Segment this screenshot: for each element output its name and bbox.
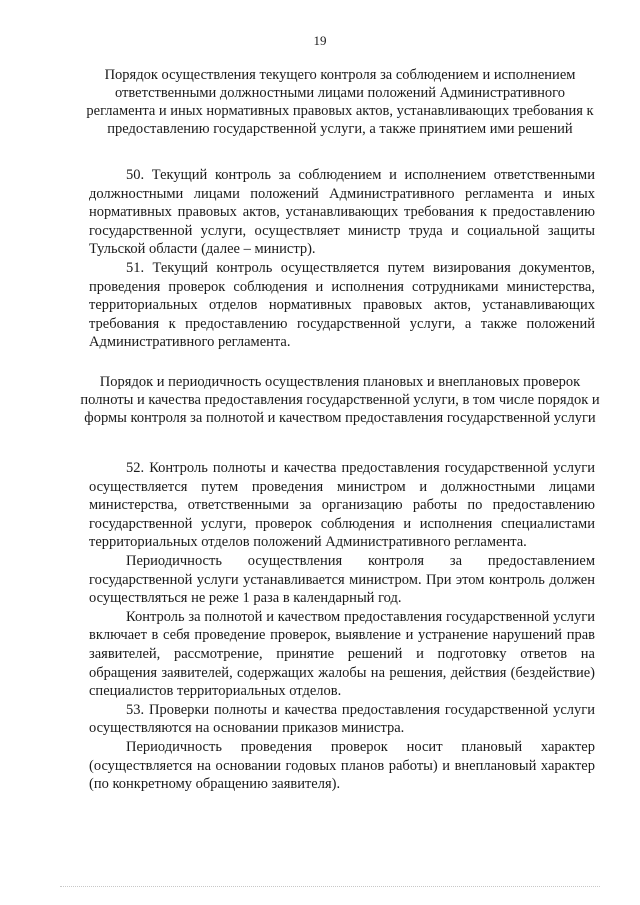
paragraph-periodicity: Периодичность осуществления контроля за предоставлением государственной услуги устанавливается министром. При этом контроль должен осуществляться не реже 1 раза в календарный год.	[89, 552, 595, 607]
section-current-control-body	[89, 166, 595, 352]
paragraph-51: 51. Текущий контроль осуществляется путем визирования документов, проведения проверок соблюдения и исполнения сотрудниками министерства, территориальных отделов нормативных правовых актов, устанавливающих требования к предоставлению государственной услуги, а также положений Административного регламента.	[89, 259, 595, 351]
paragraph-53: 53. Проверки полноты и качества предоставления государственной услуги осуществляются на основании приказов министра.	[89, 701, 595, 737]
section-heading-current-control: Порядок осуществления текущего контроля за соблюдением и исполнением ответственными должностными лицами положений Административного регламента и иных нормативных правовых актов, устанавливающих требования к предоставлению государственной услуги, а также принятием ими решений	[86, 67, 594, 137]
paragraph-inspection-type: Периодичность проведения проверок носит плановый характер (осуществляется на основании годовых планов работы) и внеплановый характер (по конкретному обращению заявителя).	[89, 738, 595, 793]
paragraph-control-scope: Контроль за полнотой и качеством предоставления государственной услуги включает в себя проведение проверок, выявление и устранение нарушений прав заявителей, рассмотрение, принятие решений и подготовку ответов на обращения заявителей, содержащих жалобы на решения, действия (бездействие) специалистов территориальных отделов.	[89, 608, 595, 700]
section-heading-inspections: Порядок и периодичность осуществления плановых и внеплановых проверок полноты и качества предоставления государственной услуги, в том числе порядок и формы контроля за полнотой и качеством предоставления государственной услуги	[80, 374, 600, 426]
section-inspections-body	[89, 459, 595, 794]
paragraph-50: 50. Текущий контроль за соблюдением и исполнением ответственными должностными лицами положений Административного регламента и иных нормативных правовых актов, устанавливающих требования к предоставлению государственной услуги, осуществляет министр труда и социальной защиты Тульской области (далее – министр).	[89, 167, 595, 258]
scan-edge-line	[60, 886, 600, 887]
page-number: 19	[313, 33, 327, 48]
paragraph-52: 52. Контроль полноты и качества предоставления государственной услуги осуществляется путем проведения министром и должностными лицами министерства, ответственными за организацию работы по предоставлению государственной услуги, проверок соблюдения и исполнения специалистами территориальных отделов положений Административного регламента.	[89, 460, 595, 551]
